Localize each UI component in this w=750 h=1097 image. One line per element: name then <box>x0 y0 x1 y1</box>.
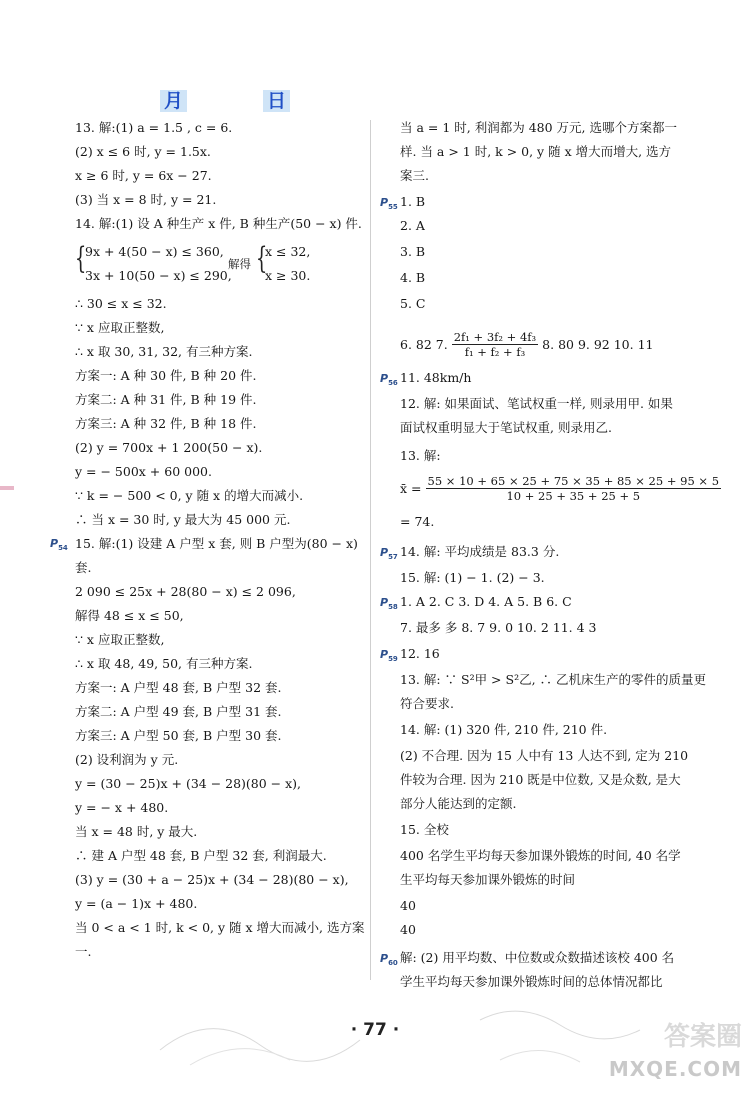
answer-line: 5. C <box>400 296 426 311</box>
answer-line: ∴ 30 ≤ x ≤ 32. <box>75 296 167 311</box>
answer-line: 解: (2) 用平均数、中位数或众数描述该校 400 名 <box>400 950 675 965</box>
system-r1: x ≤ 32, <box>265 244 311 259</box>
answer-line: (2) x ≤ 6 时, y = 1.5x. <box>75 144 211 159</box>
answer-line: 15. 解: (1) − 1. (2) − 3. <box>400 570 545 585</box>
answer-line: 2. A <box>400 218 425 233</box>
answer-line: ∴ x 取 30, 31, 32, 有三种方案. <box>75 344 253 359</box>
answer-line: 解得 48 ≤ x ≤ 50, <box>75 608 184 623</box>
answer-line: 当 a = 1 时, 利润都为 480 万元, 选哪个方案都一 <box>400 120 677 135</box>
answer-line: 方案一: A 种 30 件, B 种 20 件. <box>75 368 257 383</box>
answer-line: 1. A 2. C 3. D 4. A 5. B 6. C <box>400 594 572 609</box>
watermark-logo: 答案圈 <box>663 1022 742 1052</box>
page-ref-badge: $P_{56}$ <box>380 372 398 388</box>
answer-line: 方案三: A 种 32 件, B 种 18 件. <box>75 416 257 431</box>
answer-line: (3) 当 x = 8 时, y = 21. <box>75 192 217 207</box>
answer-line: y = − x + 480. <box>75 800 169 815</box>
answer-line: 当 x = 48 时, y 最大. <box>75 824 198 839</box>
page-ref-badge: $P_{60}$ <box>380 952 398 968</box>
answer-line: 样. 当 a > 1 时, k > 0, y 随 x 增大而增大, 选方 <box>400 144 672 159</box>
answer-line: 件较为合理. 因为 210 既是中位数, 又是众数, 是大 <box>400 772 681 787</box>
system-r2: x ≥ 30. <box>265 268 311 283</box>
answer-line: 7. 最多 多 8. 7 9. 0 10. 2 11. 4 3 <box>400 620 597 635</box>
answer-line: y = (30 − 25)x + (34 − 28)(80 − x), <box>75 776 302 791</box>
page-ref-badge: $P_{59}$ <box>380 648 398 664</box>
right-brace: { <box>255 241 268 276</box>
answer-line: 12. 16 <box>400 646 440 661</box>
answer-line: 15. 解:(1) 设建 A 户型 x 套, 则 B 户型为(80 − x) <box>75 536 358 551</box>
answer-line: y = (a − 1)x + 480. <box>75 896 198 911</box>
watermark-text: MXQE.COM <box>608 1057 742 1081</box>
answer-line: (3) y = (30 + a − 25)x + (34 − 28)(80 − x), <box>75 872 349 887</box>
answer-line: ∵ k = − 500 < 0, y 随 x 的增大而减小. <box>75 488 304 503</box>
answer-suffix: 8. 80 9. 92 10. 11 <box>542 336 654 352</box>
answer-line: 40 <box>400 898 416 913</box>
answer-line: 13. 解: <box>400 448 441 463</box>
system-eq1: 9x + 4(50 − x) ≤ 360, <box>85 244 224 259</box>
answer-line: 15. 全校 <box>400 822 449 837</box>
answer-line: 方案二: A 户型 49 套, B 户型 31 套. <box>75 704 282 719</box>
answer-line: 40 <box>400 922 416 937</box>
answer-line: (2) 不合理. 因为 15 人中有 13 人达不到, 定为 210 <box>400 748 689 763</box>
left-brace: { <box>74 241 87 276</box>
answer-line: 1. B <box>400 194 426 209</box>
answer-line: 14. 解: (1) 320 件, 210 件, 210 件. <box>400 722 608 737</box>
page-header <box>160 88 290 114</box>
scan-mark <box>0 486 14 490</box>
fraction-denominator: 10 + 25 + 35 + 25 + 5 <box>506 489 641 503</box>
answer-line: 2 090 ≤ 25x + 28(80 − x) ≤ 2 096, <box>75 584 296 599</box>
answer-line: (2) 设利润为 y 元. <box>75 752 179 767</box>
answer-line: 3. B <box>400 244 426 259</box>
answer-line: 套. <box>75 560 92 575</box>
answer-line: 方案三: A 户型 50 套, B 户型 30 套. <box>75 728 282 743</box>
answer-line: ∴ 当 x = 30 时, y 最大为 45 000 元. <box>75 512 291 527</box>
answer-prefix: 6. 82 7. <box>400 336 448 352</box>
answer-line: (2) y = 700x + 1 200(50 − x). <box>75 440 263 455</box>
page-number: · 77 · <box>350 1020 400 1040</box>
answer-line: 符合要求. <box>400 696 454 711</box>
fraction-denominator: f₁ + f₂ + f₃ <box>464 345 526 359</box>
answer-line: x ≥ 6 时, y = 6x − 27. <box>75 168 212 183</box>
page-ref-badge: $P_{55}$ <box>380 196 398 212</box>
answer-line: 案三. <box>400 168 429 183</box>
answer-line: 12. 解: 如果面试、笔试权重一样, 则录用甲. 如果 <box>400 396 673 411</box>
answer-line: = 74. <box>400 514 435 529</box>
day-label: 日 <box>263 90 290 112</box>
answer-line: 13. 解:(1) a = 1.5 , c = 6. <box>75 120 233 135</box>
answer-line: ∴ 建 A 户型 48 套, B 户型 32 套, 利润最大. <box>75 848 327 863</box>
fraction-numerator: 55 × 10 + 65 × 25 + 75 × 35 + 85 × 25 + 95 × 5 <box>427 474 720 488</box>
answer-line: 14. 解:(1) 设 A 种生产 x 件, B 种生产(50 − x) 件. <box>75 216 362 231</box>
answer-line: ∵ x 应取正整数, <box>75 632 165 647</box>
answer-line: ∵ x 应取正整数, <box>75 320 165 335</box>
answer-line: ∴ x 取 48, 49, 50, 有三种方案. <box>75 656 253 671</box>
answer-line: 11. 48km/h <box>400 370 472 385</box>
answer-line: 当 0 < a < 1 时, k < 0, y 随 x 增大而减小, 选方案 <box>75 920 365 935</box>
fraction-7 <box>452 330 538 359</box>
answer-line: 一. <box>75 944 92 959</box>
answer-line: 面试权重明显大于笔试权重, 则录用乙. <box>400 420 612 435</box>
answer-line: y = − 500x + 60 000. <box>75 464 212 479</box>
answer-line: 学生平均每天参加课外锻炼时间的总体情况都比 <box>400 974 663 989</box>
system-solve-label: 解得 <box>228 257 251 271</box>
inequality-system <box>75 238 405 288</box>
fraction-13 <box>426 474 722 503</box>
answer-line: 生平均每天参加课外锻炼的时间 <box>400 872 576 887</box>
month-label: 月 <box>160 90 187 112</box>
answer-line: 4. B <box>400 270 426 285</box>
answer-line: 方案一: A 户型 48 套, B 户型 32 套. <box>75 680 282 695</box>
answer-line-fraction <box>400 330 654 359</box>
page-ref-badge: $P_{54}$ <box>50 537 68 553</box>
answer-line: 部分人能达到的定额. <box>400 796 517 811</box>
answer-line: 400 名学生平均每天参加课外锻炼的时间, 40 名学 <box>400 848 681 863</box>
mean-symbol: x̄ = <box>400 480 422 496</box>
page-ref-badge: $P_{58}$ <box>380 596 398 612</box>
page-ref-badge: $P_{57}$ <box>380 546 398 562</box>
answer-line: 方案二: A 种 31 件, B 种 19 件. <box>75 392 257 407</box>
fraction-numerator: 2f₁ + 3f₂ + 4f₃ <box>453 330 537 344</box>
system-eq2: 3x + 10(50 − x) ≤ 290, <box>85 268 232 283</box>
answer-line: 14. 解: 平均成绩是 83.3 分. <box>400 544 560 559</box>
mean-formula <box>400 474 725 503</box>
answer-line: 13. 解: ∵ S²甲 > S²乙, ∴ 乙机床生产的零件的质量更 <box>400 672 707 687</box>
